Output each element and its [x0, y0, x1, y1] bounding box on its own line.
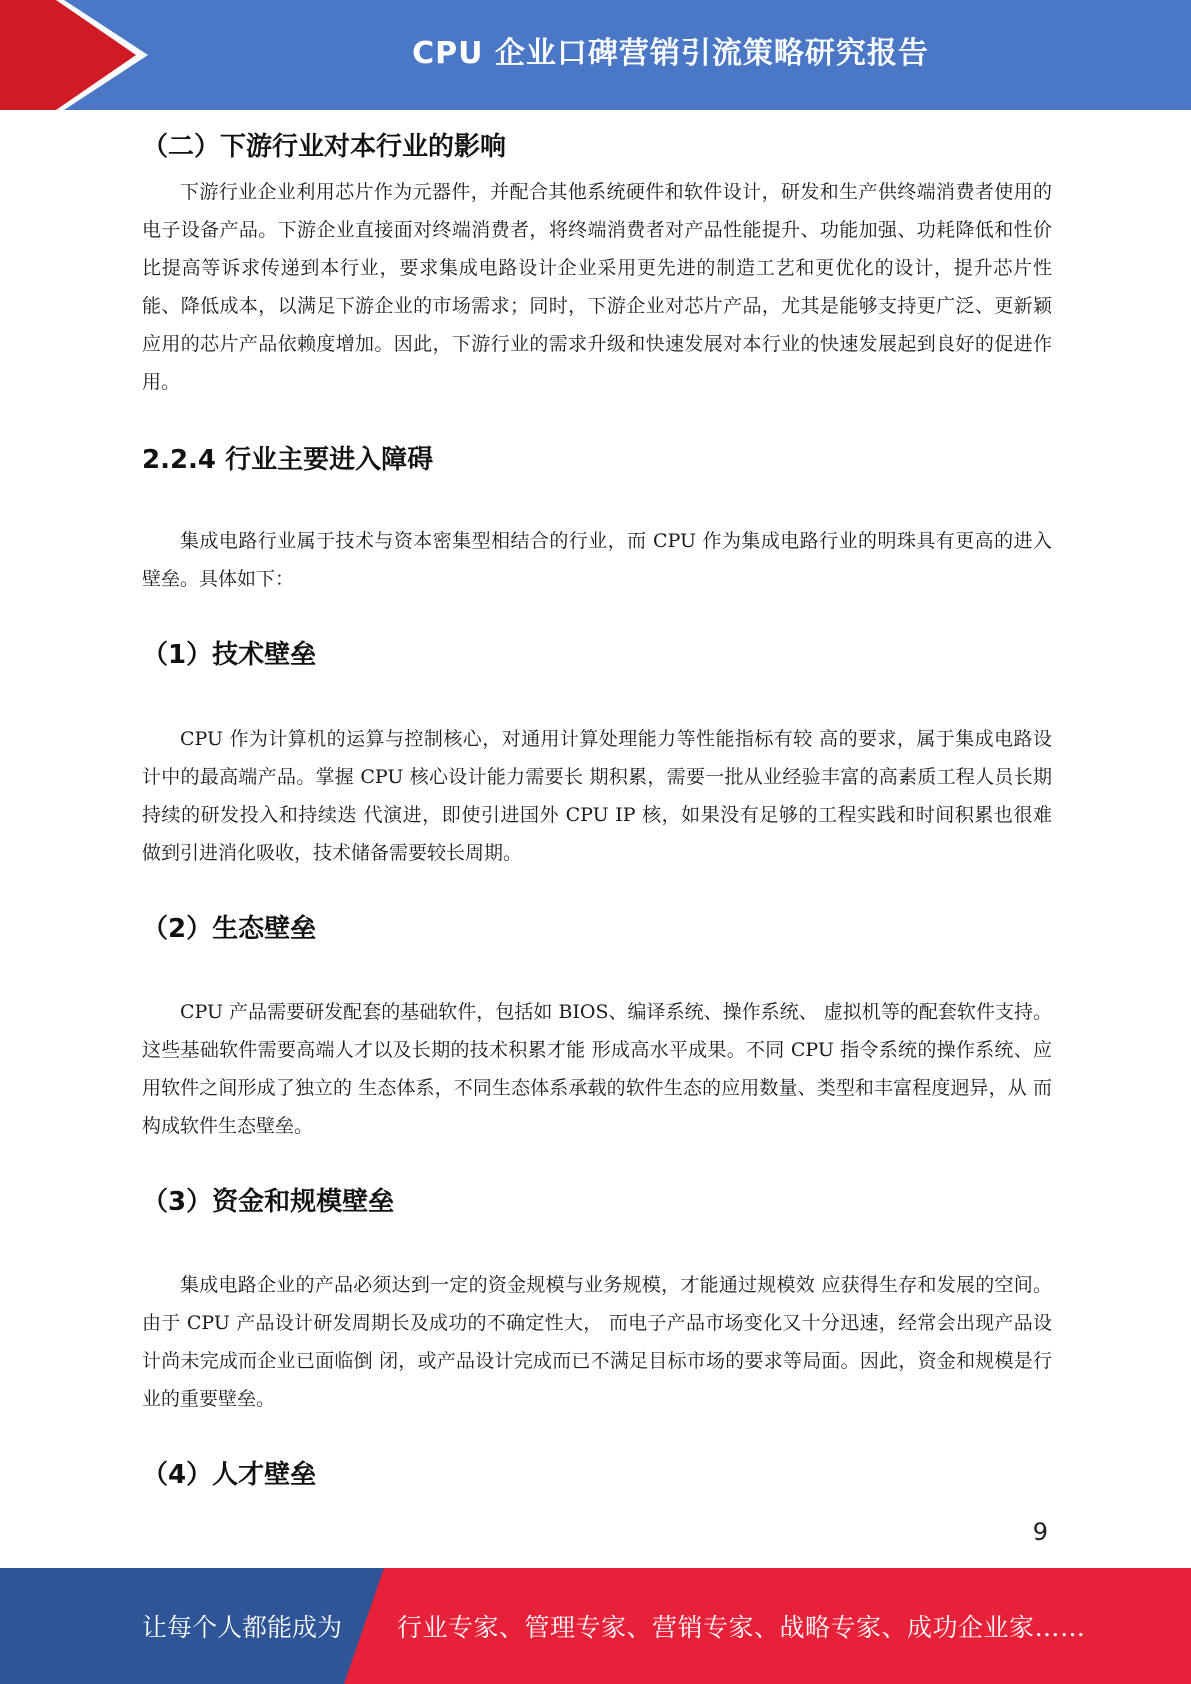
page-header	[0, 0, 1191, 110]
footer-slogan-left: 让每个人都能成为	[142, 1613, 343, 1642]
section-heading-capital-barrier: （3）资金和规模壁垒	[142, 1186, 395, 1217]
section-heading-ecosystem-barrier: （2）生态壁垒	[142, 913, 317, 944]
paragraph-ecosystem-barrier: CPU 产品需要研发配套的基础软件，包括如 BIOS、编译系统、操作系统、 虚拟机等的配套软件支持。这些基础软件需要高端人才以及长期的技术积累才能 形成高水平成果。不同 CPU 指令系统的操作系统、应用软件之间形成了独立的 生态体系，不同生态体系承载的软件生态的应用数量、类型和丰富程度迥异，从 而构成软件生态壁垒。	[142, 1000, 1052, 1137]
section-heading-entry-barriers: 2.2.4 行业主要进入障碍	[142, 445, 434, 476]
section-heading-downstream: （二）下游行业对本行业的影响	[142, 132, 507, 162]
document-body	[142, 120, 1052, 1491]
section-heading-tech-barrier: （1）技术壁垒	[142, 640, 317, 671]
page-footer	[0, 1568, 1191, 1684]
footer-slogan-right: 行业专家、管理专家、营销专家、战略专家、成功企业家……	[397, 1613, 1086, 1642]
page-number: 9	[1032, 1518, 1048, 1546]
header-title: CPU 企业口碑营销引流策略研究报告	[412, 36, 929, 71]
paragraph-tech-barrier: CPU 作为计算机的运算与控制核心，对通用计算处理能力等性能指标有较 高的要求，属于集成电路设计中的最高端产品。掌握 CPU 核心设计能力需要长 期积累，需要一批从业经验丰富的高素质工程人员长期持续的研发投入和持续迭 代演进，即使引进国外 CPU IP 核，如果没有足够的工程实践和时间积累也很难 做到引进消化吸收，技术储备需要较长周期。	[142, 727, 1052, 864]
paragraph-capital-barrier: 集成电路企业的产品必须达到一定的资金规模与业务规模，才能通过规模效 应获得生存和发展的空间。由于 CPU 产品设计研发周期长及成功的不确定性大， 而电子产品市场变化又十分迅速，经常会出现产品设计尚未完成而企业已面临倒 闭，或产品设计完成而已不满足目标市场的要求等局面。因此，资金和规模是行 业的重要壁垒。	[142, 1273, 1052, 1410]
section-heading-talent-barrier: （4）人才壁垒	[142, 1459, 317, 1490]
paragraph-entry-barriers-intro: 集成电路行业属于技术与资本密集型相结合的行业，而 CPU 作为集成电路行业的明珠具有更高的进入壁垒。具体如下：	[142, 530, 1052, 591]
paragraph-downstream: 下游行业企业利用芯片作为元器件，并配合其他系统硬件和软件设计，研发和生产供终端消费者使用的电子设备产品。下游企业直接面对终端消费者，将终端消费者对产品性能提升、功能加强、功耗降低和性价比提高等诉求传递到本行业，要求集成电路设计企业采用更先进的制造工艺和更优化的设计，提升芯片性能、降低成本，以满足下游企业的市场需求；同时，下游企业对芯片产品，尤其是能够支持更广泛、更新颖应用的芯片产品依赖度增加。因此，下游行业的需求升级和快速发展对本行业的快速发展起到良好的促进作用。	[142, 181, 1052, 394]
header-chevron-icon	[0, 0, 160, 110]
